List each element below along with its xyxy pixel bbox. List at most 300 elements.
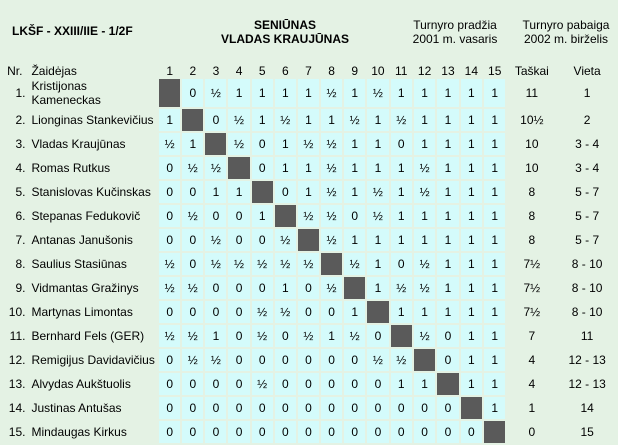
col-header-round: 6 [281, 64, 289, 78]
result-cell: 1 [484, 229, 505, 251]
result-cell: 0 [275, 349, 296, 371]
result-cell: 0 [252, 349, 273, 371]
result-cell: 1 [298, 109, 319, 131]
result-cell: 0 [367, 421, 388, 443]
result-cell: 1 [461, 205, 482, 227]
result-cell: 0 [437, 349, 458, 371]
tournament-end [514, 18, 618, 46]
player-name: Stanislovas Kučinskas [31, 185, 151, 199]
result-cell: 0 [298, 373, 319, 395]
col-header-place: Vieta [573, 64, 601, 78]
result-cell: 0 [159, 349, 180, 371]
player-name: Romas Rutkus [31, 161, 111, 175]
points-cell: 7½ [507, 277, 556, 299]
result-cell: ½ [321, 79, 342, 107]
row-number: 5. [15, 185, 26, 199]
result-cell: 1 [461, 79, 482, 107]
row-number: 6. [15, 209, 26, 223]
player-name: Justinas Antušas [31, 401, 122, 415]
result-cell: 1 [414, 109, 435, 131]
result-cell: 1 [252, 109, 273, 131]
result-cell: ½ [205, 157, 226, 179]
result-cell: 0 [205, 421, 226, 443]
result-cell: ½ [252, 253, 273, 275]
points-cell: 7½ [507, 253, 556, 275]
result-cell: 1 [414, 373, 435, 395]
result-cell: 0 [159, 301, 180, 323]
result-cell: 0 [182, 397, 203, 419]
result-cell: ½ [205, 349, 226, 371]
self-cell [182, 109, 203, 131]
result-cell: ½ [321, 277, 342, 299]
result-cell: 0 [205, 397, 226, 419]
result-cell: ½ [321, 157, 342, 179]
place-cell: 14 [558, 397, 616, 419]
result-cell: 0 [182, 253, 203, 275]
result-cell: ½ [275, 301, 296, 323]
result-cell: 1 [367, 229, 388, 251]
row-number: 1. [15, 86, 26, 100]
result-cell: 1 [275, 79, 296, 107]
result-cell: 1 [484, 301, 505, 323]
place-cell: 8 - 10 [558, 277, 616, 299]
result-cell: 1 [391, 181, 412, 203]
result-cell: ½ [414, 181, 435, 203]
result-cell: ½ [344, 325, 365, 347]
result-cell: ½ [367, 79, 388, 107]
result-cell: 0 [182, 301, 203, 323]
result-cell: ½ [205, 79, 226, 107]
result-cell: ½ [252, 301, 273, 323]
tournament-code: LKŠF - XXIII/IIE - 1/2F [12, 24, 133, 38]
result-cell: 1 [484, 157, 505, 179]
player-name: Vidmantas Gražinys [31, 281, 139, 295]
result-cell: 0 [228, 229, 249, 251]
self-cell [275, 205, 296, 227]
col-header-player: Žaidėjas [31, 64, 77, 78]
result-cell: ½ [228, 253, 249, 275]
result-cell: ½ [252, 325, 273, 347]
result-cell: 1 [437, 109, 458, 131]
result-cell: 1 [344, 157, 365, 179]
row-number: 15. [8, 425, 26, 439]
col-header-round: 8 [328, 64, 335, 78]
place-cell: 8 - 10 [558, 253, 616, 275]
self-cell [205, 133, 226, 155]
result-cell: ½ [414, 277, 435, 299]
place-cell: 5 - 7 [558, 229, 616, 251]
result-cell: ½ [391, 109, 412, 131]
result-cell: 1 [414, 301, 435, 323]
player-name: Lionginas Stankevičius [31, 113, 154, 127]
points-cell: 4 [507, 349, 556, 371]
result-cell: 1 [484, 373, 505, 395]
result-cell: 1 [461, 157, 482, 179]
result-cell: 1 [414, 133, 435, 155]
result-cell: 1 [461, 253, 482, 275]
result-cell: 0 [437, 421, 458, 443]
points-cell: 11 [507, 79, 556, 107]
result-cell: 1 [275, 157, 296, 179]
self-cell [367, 301, 388, 323]
result-cell: 1 [205, 325, 226, 347]
row-number: 11. [9, 329, 26, 343]
self-cell [298, 229, 319, 251]
col-header-round: 3 [212, 64, 220, 78]
result-cell: 1 [437, 301, 458, 323]
points-cell: 8 [507, 205, 556, 227]
result-cell: 0 [344, 373, 365, 395]
result-cell: 1 [414, 229, 435, 251]
table-row [2, 157, 616, 179]
result-cell: ½ [159, 325, 180, 347]
table-row [2, 253, 616, 275]
result-cell: 1 [461, 349, 482, 371]
result-cell: 0 [205, 109, 226, 131]
result-cell: 0 [228, 397, 249, 419]
result-cell: 0 [159, 157, 180, 179]
col-header-round: 10 [371, 64, 385, 78]
result-cell: ½ [205, 229, 226, 251]
result-cell: ½ [159, 277, 180, 299]
result-cell: 1 [437, 133, 458, 155]
start-value: 2001 m. vasaris [412, 32, 498, 46]
end-label: Turnyro pabaiga [522, 18, 610, 32]
tournament-title [190, 18, 380, 46]
self-cell [484, 421, 505, 443]
row-number: 9. [15, 281, 26, 295]
result-cell: 0 [228, 325, 249, 347]
result-cell: 0 [205, 373, 226, 395]
result-cell: ½ [298, 253, 319, 275]
self-cell [321, 253, 342, 275]
result-cell: 1 [391, 79, 412, 107]
result-cell: 1 [484, 181, 505, 203]
crosstable [0, 63, 618, 445]
col-header-round: 11 [395, 64, 408, 78]
result-cell: 1 [484, 397, 505, 419]
place-cell: 1 [558, 79, 616, 107]
result-cell: 1 [437, 181, 458, 203]
result-cell: 0 [391, 133, 412, 155]
result-cell: ½ [414, 325, 435, 347]
result-cell: 1 [367, 157, 388, 179]
result-cell: 0 [205, 301, 226, 323]
result-cell: 0 [228, 301, 249, 323]
result-cell: 1 [461, 229, 482, 251]
table-row [2, 133, 616, 155]
points-cell: 4 [507, 373, 556, 395]
result-cell: ½ [159, 253, 180, 275]
result-cell: 0 [252, 421, 273, 443]
result-cell: 0 [298, 421, 319, 443]
row-number: 13. [8, 377, 26, 391]
self-cell [391, 325, 412, 347]
result-cell: 1 [367, 109, 388, 131]
result-cell: 1 [391, 157, 412, 179]
result-cell: 0 [159, 373, 180, 395]
result-cell: ½ [252, 373, 273, 395]
result-cell: ½ [414, 157, 435, 179]
result-cell: 0 [252, 133, 273, 155]
result-cell: ½ [182, 277, 203, 299]
result-cell: ½ [205, 253, 226, 275]
result-cell: 0 [205, 277, 226, 299]
table-header-row [2, 65, 616, 77]
result-cell: ½ [321, 181, 342, 203]
result-cell: 0 [344, 397, 365, 419]
result-cell: 1 [228, 79, 249, 107]
player-name: Stepanas Fedukovič [31, 209, 141, 223]
result-cell: 0 [275, 373, 296, 395]
result-cell: 0 [252, 397, 273, 419]
result-cell: 0 [159, 181, 180, 203]
points-cell: 10½ [507, 109, 556, 131]
col-header-round: 14 [464, 64, 479, 78]
result-cell: 0 [159, 397, 180, 419]
result-cell: 1 [484, 277, 505, 299]
result-cell: 0 [182, 181, 203, 203]
row-number: 12. [8, 353, 26, 367]
player-name: Remigijus Davidavičius [31, 353, 155, 367]
result-cell: ½ [344, 253, 365, 275]
result-cell: ½ [228, 109, 249, 131]
table-row [2, 205, 616, 227]
player-name: Alvydas Aukštuolis [31, 377, 131, 391]
result-cell: 1 [391, 229, 412, 251]
result-cell: ½ [321, 133, 342, 155]
result-cell: 1 [461, 277, 482, 299]
result-cell: 0 [159, 205, 180, 227]
result-cell: 1 [414, 205, 435, 227]
result-cell: 0 [275, 181, 296, 203]
result-cell: 0 [298, 301, 319, 323]
result-cell: ½ [321, 205, 342, 227]
player-name: Antanas Janušonis [31, 233, 133, 247]
result-cell: 1 [484, 109, 505, 131]
result-cell: 0 [321, 397, 342, 419]
result-cell: 1 [205, 181, 226, 203]
tournament-start [405, 18, 505, 46]
self-cell [252, 181, 273, 203]
result-cell: 1 [344, 181, 365, 203]
points-cell: 10 [507, 133, 556, 155]
col-header-round: 5 [258, 64, 266, 78]
result-cell: ½ [159, 133, 180, 155]
result-cell: 0 [275, 325, 296, 347]
end-value: 2002 m. birželis [523, 32, 609, 46]
result-cell: 0 [298, 349, 319, 371]
result-cell: 1 [159, 109, 180, 131]
self-cell [414, 349, 435, 371]
result-cell: 1 [391, 205, 412, 227]
result-cell: 1 [437, 79, 458, 107]
result-cell: ½ [275, 109, 296, 131]
result-cell: 1 [484, 205, 505, 227]
result-cell: 0 [182, 79, 203, 107]
place-cell: 2 [558, 109, 616, 131]
result-cell: 1 [275, 133, 296, 155]
result-cell: 0 [228, 277, 249, 299]
result-cell: 1 [461, 109, 482, 131]
result-cell: 1 [484, 253, 505, 275]
table-row [2, 109, 616, 131]
result-cell: 1 [437, 229, 458, 251]
result-cell: 0 [344, 421, 365, 443]
result-cell: 1 [344, 133, 365, 155]
table-row [2, 181, 616, 203]
points-cell: 1 [507, 397, 556, 419]
result-cell: ½ [228, 133, 249, 155]
points-cell: 8 [507, 229, 556, 251]
result-cell: ½ [391, 349, 412, 371]
result-cell: 1 [461, 133, 482, 155]
player-name: Martynas Limontas [31, 305, 133, 319]
result-cell: 1 [228, 181, 249, 203]
result-cell: 1 [321, 109, 342, 131]
points-cell: 10 [507, 157, 556, 179]
result-cell: 1 [484, 349, 505, 371]
title-line-2: VLADAS KRAUJŪNAS [220, 32, 349, 46]
row-number: 8. [15, 257, 26, 271]
result-cell: 1 [367, 253, 388, 275]
col-header-nr: Nr. [7, 64, 23, 78]
result-cell: 1 [484, 325, 505, 347]
result-cell: 0 [228, 205, 249, 227]
self-cell [159, 79, 180, 107]
col-header-round: 2 [189, 64, 197, 78]
result-cell: 0 [367, 373, 388, 395]
row-number: 10. [8, 305, 26, 319]
result-cell: 1 [484, 79, 505, 107]
table-row [2, 301, 616, 323]
player-name: Mindaugas Kirkus [31, 425, 127, 439]
result-cell: 0 [321, 421, 342, 443]
place-cell: 3 - 4 [558, 157, 616, 179]
player-name: Kristijonas Kameneckas [31, 79, 101, 107]
table-body [2, 79, 616, 443]
self-cell [437, 373, 458, 395]
result-cell: ½ [182, 157, 203, 179]
result-cell: 1 [252, 205, 273, 227]
result-cell: 1 [437, 277, 458, 299]
table-row [2, 79, 616, 107]
place-cell: 12 - 13 [558, 373, 616, 395]
result-cell: 0 [344, 205, 365, 227]
start-label: Turnyro pradžia [413, 18, 497, 32]
result-cell: 1 [344, 79, 365, 107]
result-cell: 0 [298, 397, 319, 419]
result-cell: ½ [344, 109, 365, 131]
place-cell: 11 [558, 325, 616, 347]
place-cell: 12 - 13 [558, 349, 616, 371]
result-cell: 0 [275, 397, 296, 419]
place-cell: 3 - 4 [558, 133, 616, 155]
result-cell: 1 [461, 325, 482, 347]
result-cell: 1 [275, 277, 296, 299]
result-cell: 0 [228, 373, 249, 395]
table-row [2, 349, 616, 371]
table-row [2, 277, 616, 299]
result-cell: 1 [344, 301, 365, 323]
player-name: Bernhard Fels (GER) [31, 329, 145, 343]
result-cell: 0 [367, 325, 388, 347]
result-cell: 0 [252, 277, 273, 299]
place-cell: 5 - 7 [558, 181, 616, 203]
result-cell: 0 [414, 421, 435, 443]
result-cell: 0 [252, 229, 273, 251]
result-cell: 0 [159, 229, 180, 251]
player-name: Saulius Stasiūnas [31, 257, 127, 271]
result-cell: 1 [298, 79, 319, 107]
result-cell: 0 [391, 397, 412, 419]
col-header-round: 1 [166, 64, 173, 78]
place-cell: 8 - 10 [558, 301, 616, 323]
result-cell: 0 [344, 349, 365, 371]
self-cell [228, 157, 249, 179]
result-cell: 0 [182, 421, 203, 443]
result-cell: ½ [182, 349, 203, 371]
row-number: 7. [15, 233, 26, 247]
result-cell: ½ [298, 133, 319, 155]
result-cell: 1 [391, 373, 412, 395]
self-cell [344, 277, 365, 299]
result-cell: 0 [391, 253, 412, 275]
result-cell: 0 [252, 157, 273, 179]
result-cell: 1 [252, 79, 273, 107]
result-cell: 1 [367, 277, 388, 299]
result-cell: 0 [228, 421, 249, 443]
col-header-round: 9 [351, 64, 358, 78]
points-cell: 7 [507, 325, 556, 347]
result-cell: 1 [461, 301, 482, 323]
result-cell: ½ [391, 277, 412, 299]
col-header-points: Taškai [514, 64, 549, 78]
result-cell: 1 [391, 301, 412, 323]
result-cell: 0 [159, 421, 180, 443]
row-number: 14. [8, 401, 26, 415]
result-cell: 0 [367, 397, 388, 419]
result-cell: 0 [391, 421, 412, 443]
result-cell: 1 [461, 373, 482, 395]
table-row [2, 421, 616, 443]
result-cell: 0 [275, 421, 296, 443]
player-name: Vladas Kraujūnas [31, 137, 126, 151]
result-cell: 1 [461, 181, 482, 203]
row-number: 4. [15, 161, 26, 175]
row-number: 3. [15, 137, 26, 151]
result-cell: ½ [275, 229, 296, 251]
result-cell: 1 [437, 157, 458, 179]
col-header-round: 4 [235, 64, 243, 78]
col-header-round: 13 [441, 64, 455, 78]
place-cell: 5 - 7 [558, 205, 616, 227]
table-row [2, 229, 616, 251]
title-line-1: SENIŪNAS [253, 18, 316, 32]
result-cell: 1 [414, 79, 435, 107]
result-cell: 0 [461, 421, 482, 443]
col-header-round: 15 [488, 64, 502, 78]
result-cell: 1 [344, 229, 365, 251]
row-number: 2. [15, 113, 26, 127]
result-cell: 0 [437, 325, 458, 347]
result-cell: ½ [367, 181, 388, 203]
result-cell: ½ [298, 205, 319, 227]
result-cell: ½ [182, 205, 203, 227]
result-cell: 0 [414, 397, 435, 419]
result-cell: ½ [367, 205, 388, 227]
result-cell: ½ [275, 253, 296, 275]
